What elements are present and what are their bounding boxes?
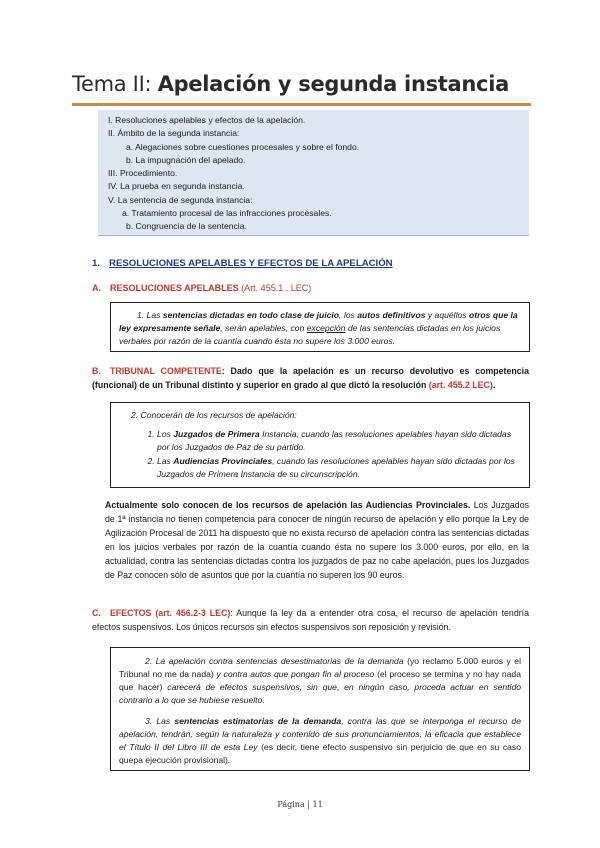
tribunal-competente — [92, 364, 529, 392]
section-label: RESOLUCIONES APELABLES Y EFECTOS DE LA APELACIÓN — [109, 258, 393, 269]
legal-reference: (Art. 455.1 . LEC) — [241, 283, 312, 293]
toc-item: a. Alegaciones sobre cuestiones procesales y sobre el fondo. — [126, 141, 360, 152]
text: : Dado que la apelación es un recurso devolutivo es competencia (funcional) de un Tribunal distinto y superior en grado al que dictó la resolución — [92, 366, 529, 391]
text: 2. La apelación contra sentencias desestimatorias de la demanda — [145, 656, 408, 666]
text: y contra autos que pongan fin al proceso — [213, 669, 378, 679]
text-bold: Audiencias Provinciales — [173, 456, 273, 466]
title-main: Apelación y segunda instancia — [157, 72, 509, 96]
subheading-letter: C. — [92, 608, 101, 618]
text: , contra las que se interponga el recurso de apelación, tendrán, según la naturaleza y contenido de sus pronunciamientos, la eficacia que establece el Título II del Libro III de esta Ley — [119, 716, 521, 752]
text: Los — [157, 429, 174, 439]
toc-item: V. La sentencia de segunda instancia: — [108, 194, 253, 205]
subheading-letter: B. — [92, 366, 101, 376]
toc-item: II. Ámbito de la segunda instancia: — [108, 128, 240, 139]
text: 3. Las — [145, 716, 175, 726]
section-number: 1. — [92, 258, 101, 269]
efectos — [92, 606, 529, 634]
text: 1. Las — [137, 310, 163, 320]
text-plain: (yo reclamo 5.000 euros y el Tribunal no me da nada) — [119, 656, 521, 679]
text: , los — [339, 310, 358, 320]
list-item — [157, 428, 521, 454]
text-underline: excepción — [306, 323, 346, 333]
quote-paragraph — [119, 715, 521, 767]
text-bold: sentencias estimatorias de la demanda — [174, 716, 342, 726]
text: Instancia, cuando las resoluciones apelables hayan sido dictadas por los Juzgados de Paz de su partido. — [157, 429, 511, 452]
legal-reference: (art. 455.2 LEC) — [428, 380, 493, 391]
text-bold: Juzgados de Primera — [173, 429, 260, 439]
toc-item: I. Resoluciones apelables y efectos de la apelación. — [108, 115, 306, 125]
section-heading — [92, 258, 393, 269]
subheading-label: TRIBUNAL COMPETENTE — [110, 366, 222, 376]
paragraph-b — [105, 498, 529, 583]
text: 2. Conocerán de los recursos de apelación: — [131, 410, 297, 420]
list — [121, 428, 521, 481]
quote-box-c — [110, 647, 530, 771]
text: Las — [157, 456, 174, 466]
quote-box-b — [110, 402, 530, 488]
text: carecerá de efectos suspensivos, sin que, en ningún caso, proceda actuar en sentido contrario a lo que se hubiese resuelto. — [119, 682, 521, 705]
subheading-label: EFECTOS — [110, 608, 156, 618]
text: Los Juzgados de 1ª instancia no tienen competencia para conocer de ningún recurso de apelación y ello porque la Ley de Agilización Procesal de 2011 ha dispuesto que no exista recurso de apelación contra las sentencias dictadas en los juicios verbales por razón de la cuantía cuando ésta no supere los 3.000 euros, por ello, en la actualidad, contra las sentencias dictadas contra los juzgados de paz no cabe apelación, pues los Juzgados de Paz conocen sólo de asuntos que por la cuantía no superen los 90 euros. — [105, 500, 529, 581]
text: . — [227, 755, 231, 765]
text: , cuando las resoluciones apelables hayan sido dictadas por los Juzgados de Primera Instancia de su circunscripción. — [157, 456, 515, 479]
text-bold: Actualmente solo conocen de los recursos de apelación las Audiencias Provinciales. — [105, 500, 471, 510]
text-bold: sentencias dictadas en todo clase de juicio — [162, 310, 340, 320]
toc-item: a. Tratamiento procesal de las infracciones procesales. — [122, 208, 332, 219]
page-footer: Página | 11 — [277, 800, 323, 809]
table-of-contents — [98, 110, 529, 236]
toc-item: III. Procedimiento. — [108, 168, 178, 179]
toc-item: IV. La prueba en segunda instancia. — [108, 181, 245, 192]
list-item — [157, 455, 521, 481]
quote-box-a — [110, 302, 530, 352]
text: , serán apelables, con — [220, 323, 307, 333]
text-plain: (es decir, tiene efecto suspensivo sin perjuicio de que en su caso quepa ejecución provisional) — [119, 742, 521, 765]
page-title — [72, 72, 509, 96]
text-bold: otros que la ley expresamente señale — [119, 310, 518, 333]
toc-item: b. Congruencia de la sentencia. — [126, 221, 247, 232]
text: : Aunque la ley da a entender otra cosa, el recurso de apelación tendría efectos suspensivos. Los únicos recursos sin efectos suspensivos son reposición y revisión. — [92, 608, 529, 633]
title-prefix: Tema II: — [72, 72, 158, 96]
legal-reference: (art. 456.2-3 LEC) — [155, 608, 231, 618]
text: y aquéllos — [425, 310, 469, 320]
text-plain: (el proceso se termina y no hay nada que hacer) — [119, 669, 521, 692]
quote-paragraph — [119, 655, 521, 707]
subheading-a — [92, 283, 311, 293]
subheading-letter: A. — [92, 283, 101, 293]
subheading-label: RESOLUCIONES APELABLES — [110, 283, 242, 293]
text-bold: autos definitivos — [357, 310, 426, 320]
text: de las sentencias dictadas en los juicios verbales por razón de la cuantía cuando ésta no supere los 3.000 euros. — [119, 323, 501, 346]
title-rule — [72, 103, 531, 106]
toc-item: b. La impugnación del apelado. — [126, 154, 246, 165]
text: . — [492, 380, 496, 391]
